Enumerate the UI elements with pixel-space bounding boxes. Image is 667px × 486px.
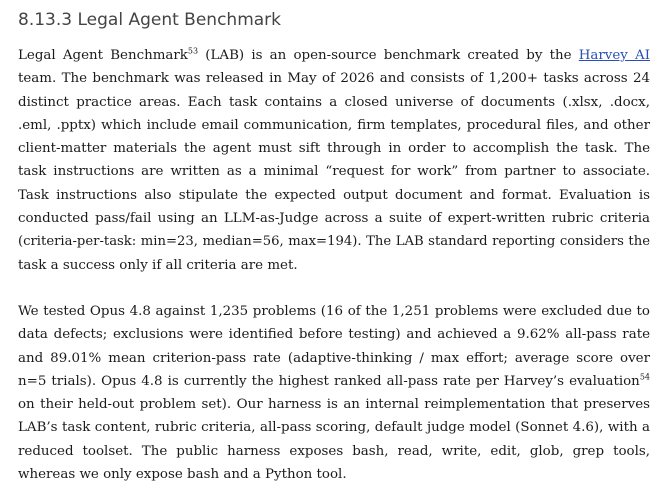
text-line: We tested Opus 4.8 against 1,235 problems (16 of the 1,251 problems were excluded due to <box>18 303 650 319</box>
text-line: task a success only if all criteria are met. <box>18 257 298 273</box>
section-heading <box>18 6 650 34</box>
text-line <box>18 370 650 393</box>
text-span: Legal Agent Benchmark <box>18 48 188 63</box>
text-line: conducted pass/fail using an LLM-as-Judge across a suite of expert-written rubric criteria <box>18 211 650 227</box>
text-line: data defects; exclusions were identified before testing) and achieved a 9.62% all-pass rate <box>18 327 650 343</box>
text-line: distinct practice areas. Each task contains a closed universe of documents (.xlsx, .docx, <box>18 94 650 110</box>
paragraph-lab-description <box>18 44 650 277</box>
footnote-53[interactable]: 53 <box>187 46 199 56</box>
text-line: (criteria-per-task: min=23, median=56, max=194). The LAB standard reporting considers the <box>18 234 650 250</box>
section-title: Legal Agent Benchmark <box>77 10 282 30</box>
text-line: task instructions are written as a minimal “request for work” from partner to associate. <box>18 164 650 180</box>
section-number: 8.13.3 <box>18 10 73 30</box>
text-line: team. The benchmark was released in May of 2026 and consists of 1,200+ tasks across 24 <box>18 71 650 87</box>
text-span: (LAB) is an open-source benchmark created by the <box>198 48 579 63</box>
text-line: on their held-out problem set). Our harness is an internal reimplementation that preserves <box>18 397 650 413</box>
document-page <box>18 6 650 486</box>
text-line: LAB’s task content, rubric criteria, all-pass scoring, default judge model (Sonnet 4.6), with a <box>18 420 650 436</box>
text-line: client-matter materials the agent must sift through in order to accomplish the task. The <box>18 141 650 157</box>
text-line: .eml, .pptx) which include email communication, firm templates, procedural files, and other <box>18 117 650 133</box>
footnote-54[interactable]: 54 <box>639 372 650 382</box>
text-line <box>18 44 650 67</box>
text-line: whereas we only expose bash and a Python tool. <box>18 467 347 483</box>
text-line: reduced toolset. The public harness exposes bash, read, write, edit, glob, grep tools, <box>18 443 650 459</box>
harvey-ai-link[interactable]: Harvey AI <box>578 48 650 63</box>
text-line: and 89.01% mean criterion-pass rate (adaptive-thinking / max effort; average score over <box>18 350 650 366</box>
paragraph-opus-results <box>18 300 650 486</box>
text-line: Task instructions also stipulate the expected output document and format. Evaluation is <box>18 187 650 203</box>
text-span: n=5 trials). Opus 4.8 is currently the highest ranked all-pass rate per Harvey’s evaluation <box>18 373 640 389</box>
